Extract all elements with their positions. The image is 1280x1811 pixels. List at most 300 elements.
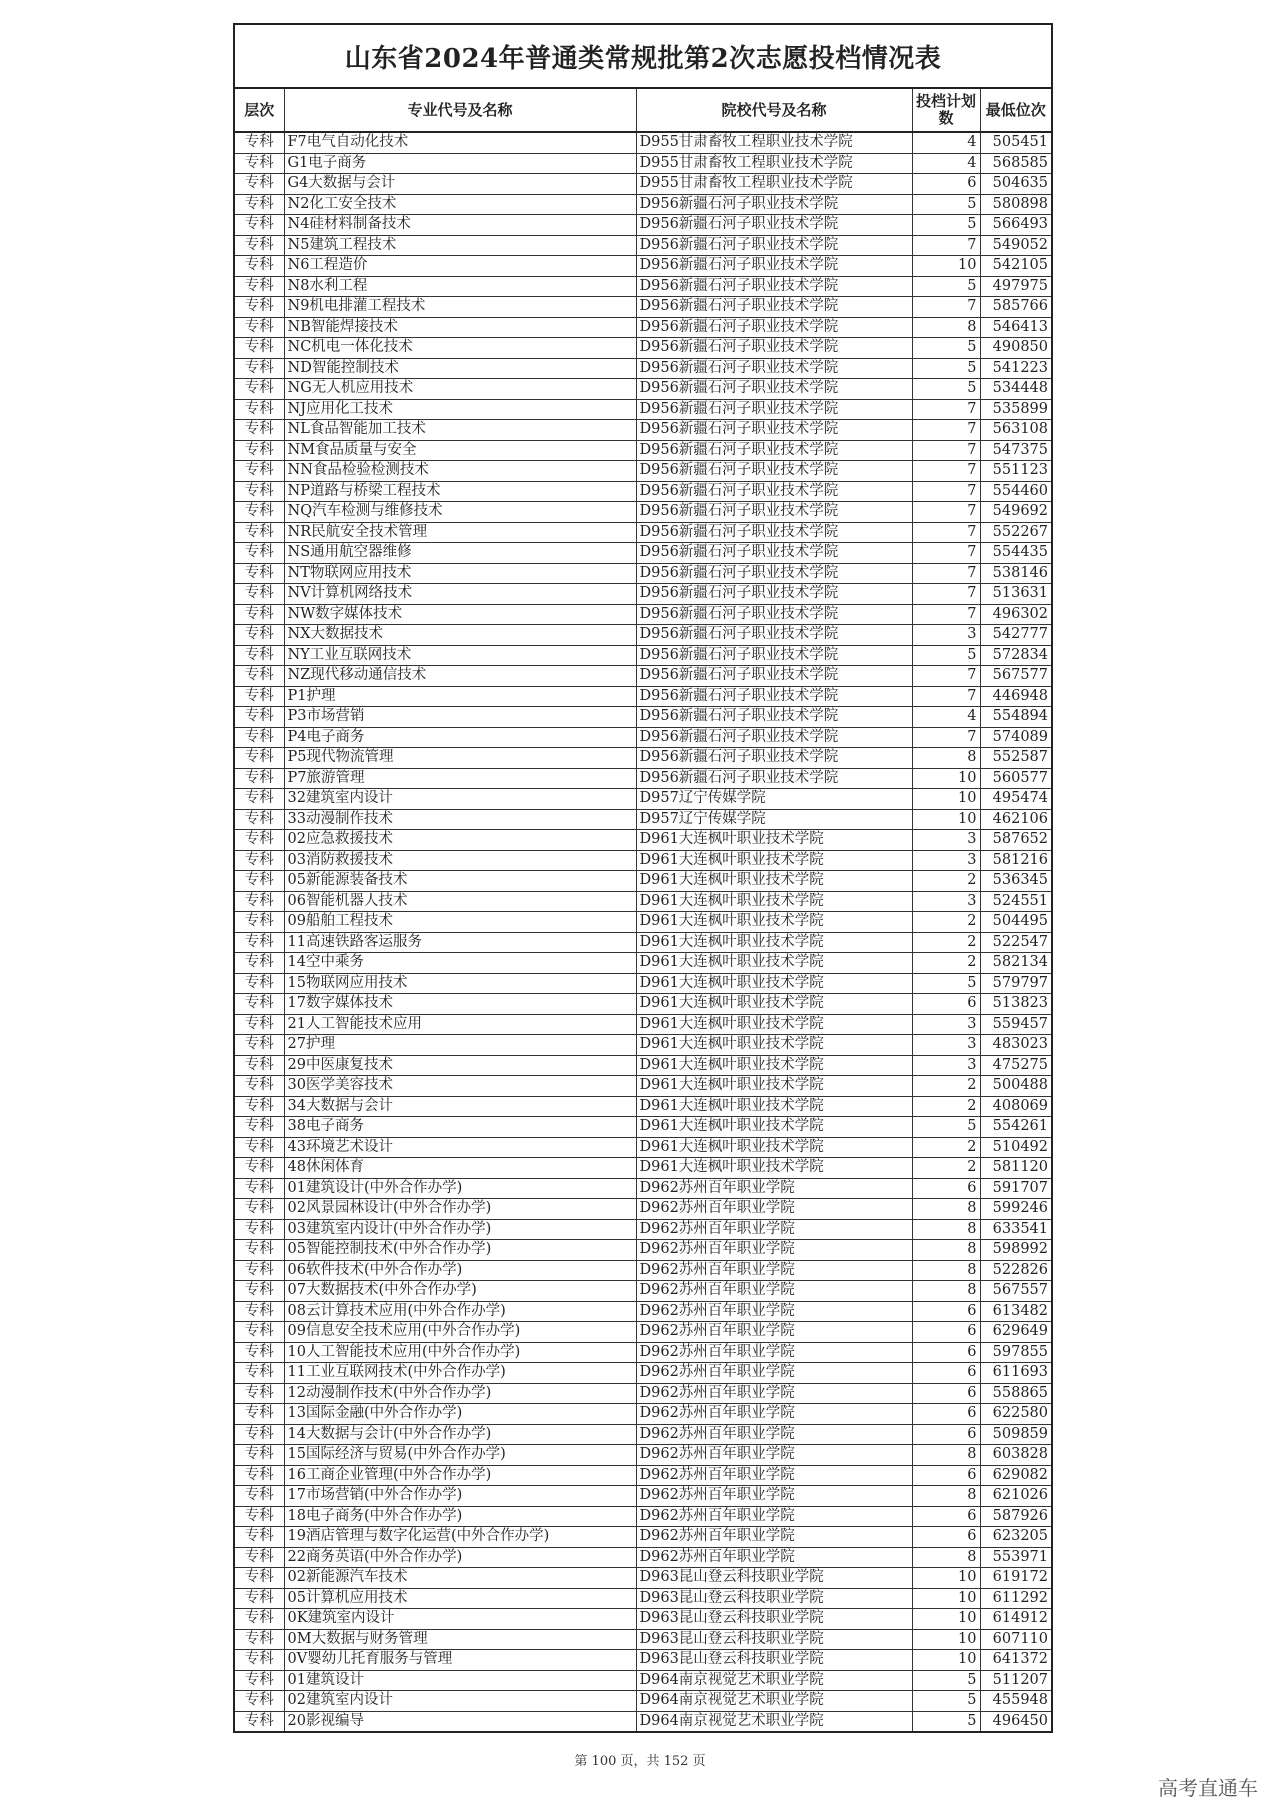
level-cell: 专科 (235, 481, 284, 502)
school-cell: D962苏州百年职业学院 (636, 1404, 912, 1425)
major-cell: G4大数据与会计 (284, 174, 636, 195)
table-row (235, 1568, 1051, 1589)
level-cell: 专科 (235, 440, 284, 461)
school-cell: D962苏州百年职业学院 (636, 1219, 912, 1240)
plan-count-cell: 3 (912, 1014, 980, 1035)
table-row (235, 215, 1051, 236)
major-cell: 02新能源汽车技术 (284, 1568, 636, 1589)
level-cell: 专科 (235, 994, 284, 1015)
min-rank-cell: 513823 (980, 994, 1051, 1015)
table-row (235, 809, 1051, 830)
level-cell: 专科 (235, 153, 284, 174)
major-cell: 17数字媒体技术 (284, 994, 636, 1015)
table-row (235, 625, 1051, 646)
min-rank-cell: 568585 (980, 153, 1051, 174)
table-row (235, 297, 1051, 318)
major-cell: NW数字媒体技术 (284, 604, 636, 625)
plan-count-cell: 7 (912, 420, 980, 441)
major-cell: N2化工安全技术 (284, 194, 636, 215)
table-row (235, 1260, 1051, 1281)
major-cell: 20影视编导 (284, 1711, 636, 1731)
plan-count-cell: 3 (912, 625, 980, 646)
major-cell: 05智能控制技术(中外合作办学) (284, 1240, 636, 1261)
plan-count-cell: 5 (912, 276, 980, 297)
level-cell: 专科 (235, 1465, 284, 1486)
plan-count-cell: 10 (912, 256, 980, 277)
school-cell: D961大连枫叶职业技术学院 (636, 1055, 912, 1076)
plan-count-cell: 6 (912, 1342, 980, 1363)
school-cell: D962苏州百年职业学院 (636, 1547, 912, 1568)
major-cell: 48休闲体育 (284, 1158, 636, 1179)
plan-count-cell: 4 (912, 153, 980, 174)
level-cell: 专科 (235, 1711, 284, 1731)
table-row (235, 563, 1051, 584)
min-rank-cell: 623205 (980, 1527, 1051, 1548)
level-cell: 专科 (235, 215, 284, 236)
min-rank-cell: 510492 (980, 1137, 1051, 1158)
level-cell: 专科 (235, 1260, 284, 1281)
min-rank-cell: 614912 (980, 1609, 1051, 1630)
plan-count-cell: 6 (912, 994, 980, 1015)
level-cell: 专科 (235, 973, 284, 994)
min-rank-cell: 621026 (980, 1486, 1051, 1507)
school-cell: D955甘肃畜牧工程职业技术学院 (636, 153, 912, 174)
min-rank-cell: 446948 (980, 686, 1051, 707)
school-cell: D962苏州百年职业学院 (636, 1260, 912, 1281)
min-rank-cell: 547375 (980, 440, 1051, 461)
table-row (235, 1199, 1051, 1220)
major-cell: 0V婴幼儿托育服务与管理 (284, 1650, 636, 1671)
header-level: 层次 (235, 89, 284, 132)
table-row (235, 1158, 1051, 1179)
plan-count-cell: 3 (912, 830, 980, 851)
plan-count-cell: 2 (912, 1096, 980, 1117)
min-rank-cell: 408069 (980, 1096, 1051, 1117)
min-rank-cell: 504635 (980, 174, 1051, 195)
level-cell: 专科 (235, 1691, 284, 1712)
table-row (235, 132, 1051, 153)
school-cell: D961大连枫叶职业技术学院 (636, 1158, 912, 1179)
major-cell: NR民航安全技术管理 (284, 522, 636, 543)
min-rank-cell: 581216 (980, 850, 1051, 871)
major-cell: 27护理 (284, 1035, 636, 1056)
major-cell: 03建筑室内设计(中外合作办学) (284, 1219, 636, 1240)
min-rank-cell: 597855 (980, 1342, 1051, 1363)
major-cell: 05新能源装备技术 (284, 871, 636, 892)
level-cell: 专科 (235, 1035, 284, 1056)
min-rank-cell: 633541 (980, 1219, 1051, 1240)
school-cell: D962苏州百年职业学院 (636, 1424, 912, 1445)
school-cell: D963昆山登云科技职业学院 (636, 1588, 912, 1609)
table-row (235, 194, 1051, 215)
level-cell: 专科 (235, 379, 284, 400)
level-cell: 专科 (235, 1404, 284, 1425)
school-cell: D964南京视觉艺术职业学院 (636, 1711, 912, 1731)
plan-count-cell: 10 (912, 809, 980, 830)
table-row (235, 871, 1051, 892)
level-cell: 专科 (235, 276, 284, 297)
min-rank-cell: 587926 (980, 1506, 1051, 1527)
table-row (235, 707, 1051, 728)
major-cell: 11工业互联网技术(中外合作办学) (284, 1363, 636, 1384)
min-rank-cell: 496302 (980, 604, 1051, 625)
major-cell: 07大数据技术(中外合作办学) (284, 1281, 636, 1302)
min-rank-cell: 559457 (980, 1014, 1051, 1035)
min-rank-cell: 522826 (980, 1260, 1051, 1281)
table-row (235, 1076, 1051, 1097)
min-rank-cell: 611693 (980, 1363, 1051, 1384)
min-rank-cell: 554261 (980, 1117, 1051, 1138)
school-cell: D962苏州百年职业学院 (636, 1342, 912, 1363)
level-cell: 专科 (235, 194, 284, 215)
level-cell: 专科 (235, 1609, 284, 1630)
major-cell: ND智能控制技术 (284, 358, 636, 379)
level-cell: 专科 (235, 1137, 284, 1158)
table-row (235, 420, 1051, 441)
major-cell: 13国际金融(中外合作办学) (284, 1404, 636, 1425)
school-cell: D962苏州百年职业学院 (636, 1445, 912, 1466)
school-cell: D956新疆石河子职业技术学院 (636, 625, 912, 646)
plan-count-cell: 3 (912, 1055, 980, 1076)
level-cell: 专科 (235, 522, 284, 543)
major-cell: P4电子商务 (284, 727, 636, 748)
plan-count-cell: 5 (912, 1670, 980, 1691)
table-row (235, 1096, 1051, 1117)
plan-count-cell: 6 (912, 1178, 980, 1199)
min-rank-cell: 535899 (980, 399, 1051, 420)
min-rank-cell: 582134 (980, 953, 1051, 974)
min-rank-cell: 599246 (980, 1199, 1051, 1220)
school-cell: D956新疆石河子职业技术学院 (636, 727, 912, 748)
major-cell: 33动漫制作技术 (284, 809, 636, 830)
major-cell: NZ现代移动通信技术 (284, 666, 636, 687)
min-rank-cell: 542777 (980, 625, 1051, 646)
plan-count-cell: 8 (912, 1486, 980, 1507)
major-cell: 43环境艺术设计 (284, 1137, 636, 1158)
plan-count-cell: 5 (912, 1117, 980, 1138)
school-cell: D961大连枫叶职业技术学院 (636, 1137, 912, 1158)
min-rank-cell: 611292 (980, 1588, 1051, 1609)
level-cell: 专科 (235, 768, 284, 789)
min-rank-cell: 567577 (980, 666, 1051, 687)
plan-count-cell: 7 (912, 686, 980, 707)
level-cell: 专科 (235, 1506, 284, 1527)
min-rank-cell: 524551 (980, 891, 1051, 912)
table-row (235, 1219, 1051, 1240)
level-cell: 专科 (235, 830, 284, 851)
school-cell: D956新疆石河子职业技术学院 (636, 686, 912, 707)
school-cell: D962苏州百年职业学院 (636, 1465, 912, 1486)
header-major: 专业代号及名称 (284, 89, 636, 132)
plan-count-cell: 7 (912, 522, 980, 543)
plan-count-cell: 2 (912, 1076, 980, 1097)
table-row (235, 1465, 1051, 1486)
plan-count-cell: 6 (912, 1322, 980, 1343)
table-row (235, 1650, 1051, 1671)
school-cell: D956新疆石河子职业技术学院 (636, 399, 912, 420)
level-cell: 专科 (235, 850, 284, 871)
school-cell: D961大连枫叶职业技术学院 (636, 850, 912, 871)
table-row (235, 379, 1051, 400)
level-cell: 专科 (235, 420, 284, 441)
watermark: 高考直通车 (1158, 1776, 1258, 1800)
table-row (235, 1711, 1051, 1731)
table-row (235, 1486, 1051, 1507)
table-row (235, 461, 1051, 482)
table-row (235, 932, 1051, 953)
min-rank-cell: 522547 (980, 932, 1051, 953)
table-row (235, 1322, 1051, 1343)
min-rank-cell: 613482 (980, 1301, 1051, 1322)
plan-count-cell: 6 (912, 174, 980, 195)
school-cell: D961大连枫叶职业技术学院 (636, 830, 912, 851)
min-rank-cell: 490850 (980, 338, 1051, 359)
table-row (235, 522, 1051, 543)
level-cell: 专科 (235, 1629, 284, 1650)
min-rank-cell: 546413 (980, 317, 1051, 338)
level-cell: 专科 (235, 707, 284, 728)
major-cell: NQ汽车检测与维修技术 (284, 502, 636, 523)
min-rank-cell: 619172 (980, 1568, 1051, 1589)
level-cell: 专科 (235, 461, 284, 482)
plan-count-cell: 7 (912, 235, 980, 256)
plan-count-cell: 8 (912, 1281, 980, 1302)
major-cell: 21人工智能技术应用 (284, 1014, 636, 1035)
school-cell: D955甘肃畜牧工程职业技术学院 (636, 132, 912, 153)
school-cell: D957辽宁传媒学院 (636, 809, 912, 830)
plan-count-cell: 8 (912, 1260, 980, 1281)
school-cell: D961大连枫叶职业技术学院 (636, 932, 912, 953)
min-rank-cell: 549052 (980, 235, 1051, 256)
level-cell: 专科 (235, 1445, 284, 1466)
level-cell: 专科 (235, 502, 284, 523)
min-rank-cell: 513631 (980, 584, 1051, 605)
major-cell: 09船舶工程技术 (284, 912, 636, 933)
major-cell: 15国际经济与贸易(中外合作办学) (284, 1445, 636, 1466)
major-cell: NP道路与桥梁工程技术 (284, 481, 636, 502)
plan-count-cell: 8 (912, 1219, 980, 1240)
level-cell: 专科 (235, 297, 284, 318)
table-row (235, 1137, 1051, 1158)
plan-count-cell: 10 (912, 1568, 980, 1589)
table-row (235, 1547, 1051, 1568)
level-cell: 专科 (235, 1014, 284, 1035)
min-rank-cell: 629649 (980, 1322, 1051, 1343)
table-row (235, 1609, 1051, 1630)
level-cell: 专科 (235, 358, 284, 379)
plan-count-cell: 6 (912, 1527, 980, 1548)
major-cell: P3市场营销 (284, 707, 636, 728)
level-cell: 专科 (235, 1076, 284, 1097)
school-cell: D962苏州百年职业学院 (636, 1363, 912, 1384)
plan-count-cell: 5 (912, 645, 980, 666)
major-cell: NJ应用化工技术 (284, 399, 636, 420)
plan-count-cell: 6 (912, 1424, 980, 1445)
major-cell: N4硅材料制备技术 (284, 215, 636, 236)
table-row (235, 584, 1051, 605)
level-cell: 专科 (235, 1199, 284, 1220)
plan-count-cell: 4 (912, 132, 980, 153)
school-cell: D956新疆石河子职业技术学院 (636, 481, 912, 502)
table-row (235, 850, 1051, 871)
major-cell: 11高速铁路客运服务 (284, 932, 636, 953)
table-row (235, 1383, 1051, 1404)
plan-count-cell: 5 (912, 1711, 980, 1731)
level-cell: 专科 (235, 1096, 284, 1117)
table-row (235, 502, 1051, 523)
min-rank-cell: 536345 (980, 871, 1051, 892)
table-row (235, 1506, 1051, 1527)
major-cell: 15物联网应用技术 (284, 973, 636, 994)
major-cell: NL食品智能加工技术 (284, 420, 636, 441)
plan-count-cell: 5 (912, 973, 980, 994)
min-rank-cell: 475275 (980, 1055, 1051, 1076)
table-row (235, 604, 1051, 625)
major-cell: 01建筑设计(中外合作办学) (284, 1178, 636, 1199)
table-row (235, 338, 1051, 359)
min-rank-cell: 551123 (980, 461, 1051, 482)
level-cell: 专科 (235, 666, 284, 687)
major-cell: NB智能焊接技术 (284, 317, 636, 338)
header-school: 院校代号及名称 (636, 89, 912, 132)
school-cell: D956新疆石河子职业技术学院 (636, 235, 912, 256)
major-cell: 14大数据与会计(中外合作办学) (284, 1424, 636, 1445)
level-cell: 专科 (235, 1424, 284, 1445)
table-row (235, 1301, 1051, 1322)
major-cell: P7旅游管理 (284, 768, 636, 789)
level-cell: 专科 (235, 132, 284, 153)
major-cell: 22商务英语(中外合作办学) (284, 1547, 636, 1568)
min-rank-cell: 496450 (980, 1711, 1051, 1731)
table-row (235, 481, 1051, 502)
min-rank-cell: 629082 (980, 1465, 1051, 1486)
plan-count-cell: 6 (912, 1465, 980, 1486)
school-cell: D961大连枫叶职业技术学院 (636, 1076, 912, 1097)
min-rank-cell: 585766 (980, 297, 1051, 318)
level-cell: 专科 (235, 953, 284, 974)
level-cell: 专科 (235, 686, 284, 707)
school-cell: D962苏州百年职业学院 (636, 1527, 912, 1548)
table-row (235, 953, 1051, 974)
min-rank-cell: 504495 (980, 912, 1051, 933)
major-cell: 18电子商务(中外合作办学) (284, 1506, 636, 1527)
table-row (235, 830, 1051, 851)
min-rank-cell: 554435 (980, 543, 1051, 564)
admission-table-sheet (233, 23, 1053, 1733)
table-row (235, 256, 1051, 277)
major-cell: 29中医康复技术 (284, 1055, 636, 1076)
table-row (235, 276, 1051, 297)
major-cell: 34大数据与会计 (284, 1096, 636, 1117)
plan-count-cell: 10 (912, 1609, 980, 1630)
min-rank-cell: 552267 (980, 522, 1051, 543)
table-row (235, 440, 1051, 461)
plan-count-cell: 3 (912, 850, 980, 871)
school-cell: D957辽宁传媒学院 (636, 789, 912, 810)
school-cell: D962苏州百年职业学院 (636, 1322, 912, 1343)
table-row (235, 174, 1051, 195)
plan-count-cell: 2 (912, 1158, 980, 1179)
major-cell: 01建筑设计 (284, 1670, 636, 1691)
table-row (235, 1281, 1051, 1302)
major-cell: 14空中乘务 (284, 953, 636, 974)
level-cell: 专科 (235, 1240, 284, 1261)
level-cell: 专科 (235, 256, 284, 277)
plan-count-cell: 10 (912, 789, 980, 810)
school-cell: D962苏州百年职业学院 (636, 1178, 912, 1199)
school-cell: D956新疆石河子职业技术学院 (636, 276, 912, 297)
table-row (235, 543, 1051, 564)
table-row (235, 666, 1051, 687)
plan-count-cell: 5 (912, 379, 980, 400)
level-cell: 专科 (235, 748, 284, 769)
major-cell: N9机电排灌工程技术 (284, 297, 636, 318)
header-min-rank: 最低位次 (980, 89, 1051, 132)
school-cell: D961大连枫叶职业技术学院 (636, 953, 912, 974)
plan-count-cell: 5 (912, 215, 980, 236)
table-row (235, 317, 1051, 338)
school-cell: D956新疆石河子职业技术学院 (636, 604, 912, 625)
plan-count-cell: 2 (912, 1137, 980, 1158)
school-cell: D956新疆石河子职业技术学院 (636, 420, 912, 441)
min-rank-cell: 581120 (980, 1158, 1051, 1179)
level-cell: 专科 (235, 584, 284, 605)
min-rank-cell: 563108 (980, 420, 1051, 441)
school-cell: D956新疆石河子职业技术学院 (636, 358, 912, 379)
table-row (235, 1240, 1051, 1261)
min-rank-cell: 554894 (980, 707, 1051, 728)
plan-count-cell: 6 (912, 1506, 980, 1527)
min-rank-cell: 483023 (980, 1035, 1051, 1056)
table-row (235, 645, 1051, 666)
admission-table (235, 89, 1051, 1731)
table-row (235, 1055, 1051, 1076)
table-row (235, 358, 1051, 379)
school-cell: D956新疆石河子职业技术学院 (636, 522, 912, 543)
table-row (235, 1178, 1051, 1199)
school-cell: D956新疆石河子职业技术学院 (636, 645, 912, 666)
major-cell: 16工商企业管理(中外合作办学) (284, 1465, 636, 1486)
major-cell: P1护理 (284, 686, 636, 707)
major-cell: NV计算机网络技术 (284, 584, 636, 605)
level-cell: 专科 (235, 932, 284, 953)
major-cell: 19酒店管理与数字化运营(中外合作办学) (284, 1527, 636, 1548)
min-rank-cell: 462106 (980, 809, 1051, 830)
table-row (235, 235, 1051, 256)
major-cell: NN食品检验检测技术 (284, 461, 636, 482)
min-rank-cell: 534448 (980, 379, 1051, 400)
min-rank-cell: 598992 (980, 1240, 1051, 1261)
major-cell: 10人工智能技术应用(中外合作办学) (284, 1342, 636, 1363)
school-cell: D956新疆石河子职业技术学院 (636, 215, 912, 236)
table-body (235, 132, 1051, 1731)
school-cell: D961大连枫叶职业技术学院 (636, 891, 912, 912)
table-row (235, 789, 1051, 810)
school-cell: D956新疆石河子职业技术学院 (636, 338, 912, 359)
school-cell: D956新疆石河子职业技术学院 (636, 666, 912, 687)
school-cell: D956新疆石河子职业技术学院 (636, 748, 912, 769)
major-cell: 17市场营销(中外合作办学) (284, 1486, 636, 1507)
school-cell: D963昆山登云科技职业学院 (636, 1568, 912, 1589)
plan-count-cell: 3 (912, 891, 980, 912)
table-row (235, 768, 1051, 789)
level-cell: 专科 (235, 809, 284, 830)
school-cell: D962苏州百年职业学院 (636, 1281, 912, 1302)
level-cell: 专科 (235, 1158, 284, 1179)
table-row (235, 153, 1051, 174)
major-cell: 38电子商务 (284, 1117, 636, 1138)
table-row (235, 1014, 1051, 1035)
